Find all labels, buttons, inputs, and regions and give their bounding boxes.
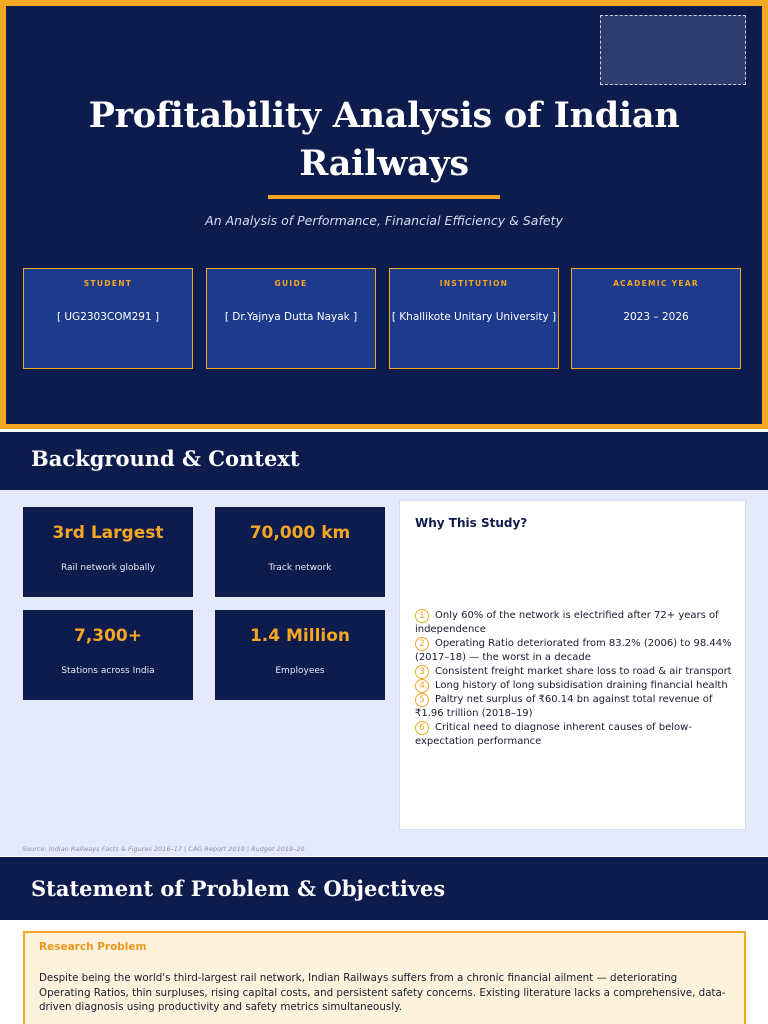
info-value: [ UG2303COM291 ] bbox=[56, 311, 160, 323]
section-heading: Statement of Problem & Objectives bbox=[31, 876, 446, 901]
problem-section-header bbox=[0, 857, 768, 920]
stat-label: Track network bbox=[268, 563, 332, 573]
info-label: INSTITUTION bbox=[439, 279, 509, 288]
number-badge: 5 bbox=[415, 693, 429, 707]
info-label: STUDENT bbox=[83, 279, 133, 288]
number-badge: 4 bbox=[415, 679, 429, 693]
number-badge: 6 bbox=[415, 721, 429, 735]
research-problem-title: Research Problem bbox=[39, 941, 147, 953]
why-this-study-card bbox=[399, 500, 746, 830]
background-panel bbox=[0, 490, 768, 856]
stat-value: 3rd Largest bbox=[52, 523, 164, 543]
logo-placeholder bbox=[600, 15, 746, 85]
info-label: GUIDE bbox=[274, 279, 308, 288]
info-value: [ Khallikote Unitary University ] bbox=[391, 311, 557, 323]
stat-label: Employees bbox=[275, 666, 325, 676]
section-heading: Background & Context bbox=[31, 446, 300, 471]
number-badge: 2 bbox=[415, 637, 429, 651]
number-badge: 1 bbox=[415, 609, 429, 623]
info-value: 2023 – 2026 bbox=[623, 311, 689, 323]
guide-card bbox=[206, 268, 376, 369]
list-item-text: Only 60% of the network is electrified after 72+ years of independence bbox=[415, 610, 719, 635]
list-item-text: Paltry net surplus of ₹60.14 bn against total revenue of ₹1.96 trillion (2018–19) bbox=[415, 694, 713, 719]
stat-value: 70,000 km bbox=[249, 523, 351, 543]
source-note: Source: Indian Railways Facts & Figures 2016–17 | CAG Report 2019 | Budget 2019–20 bbox=[22, 845, 305, 853]
title-underline bbox=[268, 195, 500, 199]
list-item-text: Consistent freight market share loss to road & air transport bbox=[435, 666, 732, 677]
stat-label: Stations across India bbox=[61, 666, 155, 676]
list-item-text: Critical need to diagnose inherent causes of below-expectation performance bbox=[415, 722, 692, 747]
list-item bbox=[415, 665, 735, 679]
stat-card bbox=[23, 507, 193, 597]
research-problem-box bbox=[23, 931, 746, 1024]
stat-value: 7,300+ bbox=[73, 626, 143, 646]
list-item bbox=[415, 609, 735, 637]
list-item bbox=[415, 693, 735, 721]
info-value: [ Dr.Yajnya Dutta Nayak ] bbox=[224, 311, 358, 323]
stat-card bbox=[215, 610, 385, 700]
page-subtitle: An Analysis of Performance, Financial Efficiency & Safety bbox=[205, 213, 563, 228]
background-section-header bbox=[0, 432, 768, 490]
stat-card bbox=[215, 507, 385, 597]
number-badge: 3 bbox=[415, 665, 429, 679]
stat-value: 1.4 Million bbox=[249, 626, 351, 646]
page-title: Profitability Analysis of Indian Railways bbox=[88, 95, 680, 184]
list-item-text: Operating Ratio deteriorated from 83.2% (2006) to 98.44% (2017–18) — the worst in a decade bbox=[415, 638, 732, 663]
list-item-text: Long history of long subsidisation draining financial health bbox=[435, 680, 728, 691]
student-card bbox=[23, 268, 193, 369]
institution-card bbox=[389, 268, 559, 369]
research-problem-text: Despite being the world's third-largest rail network, Indian Railways suffers from a chronic financial ailment — deteriorating Operating Ratios, thin surpluses, rising capital costs, and persistent safety concerns. Existing literature lacks a comprehensive, data-driven diagnosis using productivity and safety metrics simultaneously. bbox=[39, 972, 726, 1013]
list-item bbox=[415, 721, 735, 749]
academic-year-card bbox=[571, 268, 741, 369]
info-label: ACADEMIC YEAR bbox=[613, 279, 699, 288]
title-banner bbox=[0, 0, 768, 429]
why-title: Why This Study? bbox=[415, 516, 528, 530]
list-item bbox=[415, 679, 735, 693]
stat-card bbox=[23, 610, 193, 700]
stat-label: Rail network globally bbox=[60, 563, 156, 573]
list-item bbox=[415, 637, 735, 665]
why-list bbox=[415, 609, 735, 749]
